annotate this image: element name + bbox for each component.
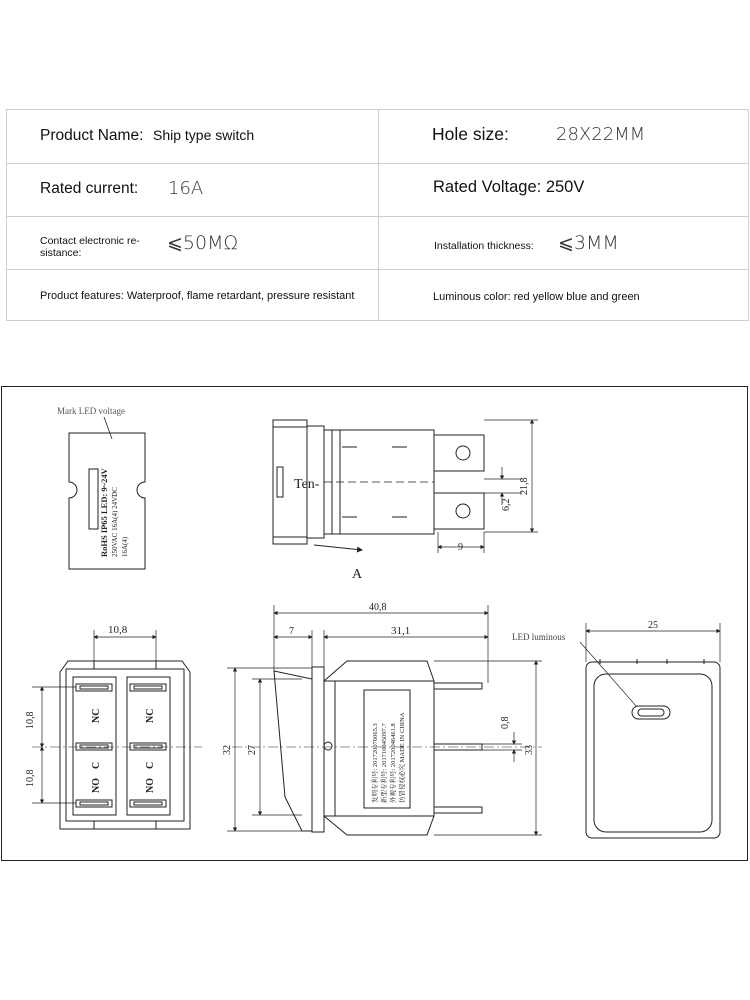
install-thickness-value: ⩽3MM [558, 232, 619, 254]
terminal-c-left: C [91, 761, 102, 769]
product-name-value: Ship type switch [153, 127, 255, 143]
dim-31-1-text: 31,1 [391, 625, 411, 637]
luminous-label: Luminous color: red yellow blue and green [433, 291, 640, 303]
dim-10-8-side [32, 687, 76, 803]
mark-led-voltage-text: Mark LED voltage [57, 406, 125, 416]
dim-40-8-text: 40,8 [369, 602, 387, 613]
spec-row-1 [7, 110, 748, 164]
spec-row-3 [7, 217, 748, 270]
spec-table [6, 109, 749, 321]
terminal-view [32, 661, 202, 829]
dim-10-8-a-text: 10,8 [25, 711, 36, 729]
front-face-view [580, 642, 720, 838]
dim-40-8 [274, 605, 488, 683]
tag-line-3: 16A(4) [121, 536, 129, 557]
dim-9-text: 9 [458, 542, 463, 553]
tag-line-2: 250VAC 16A(4) 24VDC [111, 487, 119, 557]
dim-25-text: 25 [648, 620, 658, 631]
terminal-c-right: C [145, 761, 156, 769]
dim-21-8-text: 21,8 [519, 477, 530, 495]
contact-resistance-value: ⩽50MΩ [167, 232, 239, 254]
technical-drawing [1, 386, 748, 861]
side-label-text [370, 712, 406, 803]
dim-10-8-b-text: 10,8 [25, 769, 36, 787]
side-text-4: 仿冒侵权必究 MADE IN CHINA [399, 712, 406, 803]
install-thickness-label: Installation thickness: [434, 240, 534, 252]
dim-33-text: 33 [524, 745, 535, 755]
side-text-3: 外观专利号: 201720046461.8 [390, 723, 397, 803]
dim-0-8-text: 0,8 [500, 716, 511, 729]
hole-size-value: 28X22MM [556, 124, 646, 145]
dim-7-text: 7 [289, 626, 294, 637]
dim-27-text: 27 [247, 745, 258, 755]
spec-row-2 [7, 164, 748, 217]
product-name-label: Product Name: [40, 127, 144, 144]
view-a-label: A [352, 567, 363, 582]
terminal-nc-left: NC [91, 708, 102, 723]
dim-10-8-top-text: 10,8 [108, 624, 128, 636]
spec-row-4 [7, 270, 748, 322]
rated-current-label: Rated current: [40, 180, 139, 197]
dim-6-2-text: 6,2 [501, 498, 512, 511]
tag-line-1: RoHS IP65 LED: 9~24V [99, 468, 109, 557]
hole-size-label: Hole size: [432, 124, 509, 144]
rated-current-value: 16A [168, 178, 204, 199]
terminal-no-left: NO [91, 778, 102, 793]
dim-32-text: 32 [222, 745, 233, 755]
led-luminous-text: LED luminous [512, 632, 566, 642]
contact-resistance-label [40, 235, 140, 259]
dim-21-8 [484, 420, 538, 532]
side-text-2: 新型专利号: 201710045097.7 [381, 723, 388, 803]
rated-voltage-label: Rated Voltage: 250V [433, 178, 585, 196]
dim-32-27 [227, 668, 312, 831]
contact-resistance-label-line-1: Contact electronic re- [40, 235, 140, 247]
drawing-canvas [2, 387, 747, 860]
terminal-no-right: NO [145, 778, 156, 793]
terminal-nc-right: NC [145, 708, 156, 723]
contact-resistance-label-line-2: sistance: [40, 247, 82, 259]
features-label: Product features: Waterproof, flame retardant, pressure resistant [40, 290, 355, 302]
side-text-1: 发明专利号: 201720076065.3 [372, 723, 379, 803]
watermark-text: Ten- [294, 477, 320, 492]
